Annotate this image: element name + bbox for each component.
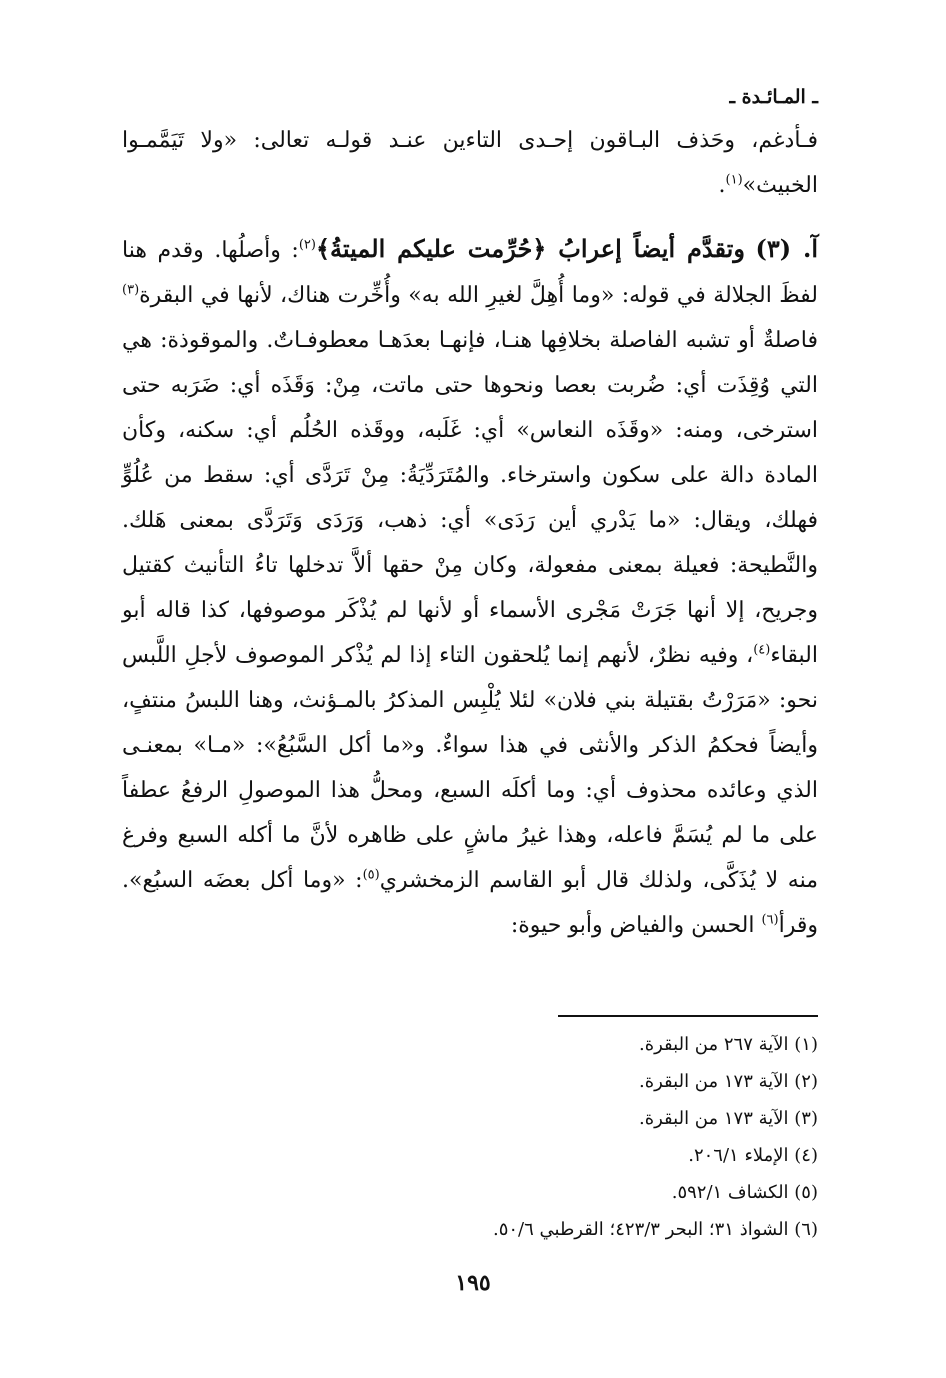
paragraph-2-text-a: : وأصلُها. وقدم هنا لفظَ الجلالة في قوله: «وما أُهِلَّ لغيرِ الله به» وأُخِّرت هناك، لأنها في البقرة	[122, 238, 818, 308]
footnote-ref-5[interactable]: (٥)	[362, 867, 380, 883]
paragraph-2	[122, 226, 818, 948]
paragraph-2-text-c: ، وفيه نظرٌ، لأنهم إنما يُلحقون التاء إذا لم يُذْكر الموصوف لأجلِ اللَّبس نحو: «مَرَرْتُ بقتيلة بني فلان» لئلا يُلْبِس المذكرُ بالمـؤنث، وهنا اللبسُ منتفٍ، وأيضاً فحكمُ الذكر والأنثى في هذا سواءٌ. و«ما أكل السَّبُعُ»: «مـا» بمعنـى الذي وعائده محذوف أي: وما أكلَه السبع، ومحلُّ هذا الموصولِ الرفعُ عطفاً على ما لم يُسَمَّ فاعله، وهذا غيرُ ماشٍ على ظاهره لأنَّ ما أكله السبع وفرغ منه لا يُذَكَّى، ولذلك قال أبو القاسم الزمخشري	[122, 643, 818, 893]
section-heading: وتقدَّم أيضاً إعرابُ ﴿حُرِّمت عليكم الميتةُ﴾	[315, 234, 745, 263]
footnotes-list	[122, 1026, 818, 1248]
page-number: ١٩٥	[455, 1270, 491, 1296]
paragraph-2-text-e: الحسن والفياض وأبو حيوة:	[510, 913, 762, 938]
paragraph-2-text-b: فاصلةٌ أو تشبه الفاصلة بخلافِها هنـا، فإنهـا بعدَهـا معطوفـاتٌ. والموقوذة: هي التي وُقِذَت أي: ضُربت بعصا ونحوها حتى ماتت، مِنْ: وَقَذَه أي: ضَرَبه حتى استرخى، ومنه: «وقَذَه النعاس» أي: غَلَبه، ووقَذه الحُلُم أي: سكنه، وكأن المادة دالة على سكون واسترخاء. والمُتَرَدِّيَةُ: مِنْ تَرَدَّى أي: سقط من عُلُوٍّ فهلك، ويقال: «ما يَدْري أين رَدَى» أي: ذهب، وَرَدَى وَتَرَدَّى بمعنى هَلك. والنَّطيحة: فعيلة بمعنى مفعولة، وكان مِنْ حقها ألاَّ تدخلها تاءُ التأنيث كقتيل وجريح، إلا أنها جَرَتْ مَجْرى الأسماء أو لأنها لم يُذْكَر موصوفها، كذا قاله أبو البقاء	[122, 328, 818, 668]
footnote-ref-4[interactable]: (٤)	[753, 642, 771, 658]
paragraph-1-end: .	[718, 173, 726, 198]
paragraph-1	[122, 118, 818, 208]
footnote-1: (١) الآية ٢٦٧ من البقرة.	[638, 1034, 818, 1055]
footnote-4: (٤) الإملاء ٢٠٦/١.	[688, 1145, 818, 1166]
section-number: آ. (٣)	[755, 234, 819, 263]
footnote-6: (٦) الشواذ ٣١؛ البحر ٤٢٣/٣؛ القرطبي ٥٠/٦.	[492, 1219, 818, 1240]
running-header: ـ المـائـدة ـ	[729, 86, 818, 108]
footnote-ref-1[interactable]: (١)	[725, 172, 743, 188]
footnote-3: (٣) الآية ١٧٣ من البقرة.	[638, 1108, 818, 1129]
paragraph-2-text-d: : «وما أكل بعضَه السبُع». وقرأ	[122, 868, 818, 938]
footnote-ref-3[interactable]: (٣)	[122, 282, 140, 298]
footnote-ref-2[interactable]: (٢)	[298, 237, 316, 253]
main-text	[122, 118, 818, 948]
paragraph-1-text: فـأدغم، وحَذف البـاقون إحـدى التاءين عنـد قولـه تعالى: «ولا تَيَمَّمـوا الخبيث»	[122, 128, 818, 198]
footnote-2: (٢) الآية ١٧٣ من البقرة.	[638, 1071, 818, 1092]
footnote-5: (٥) الكشاف ٥٩٢/١.	[671, 1182, 818, 1203]
footnote-divider	[558, 1015, 818, 1017]
footnote-ref-6[interactable]: (٦)	[761, 912, 779, 928]
